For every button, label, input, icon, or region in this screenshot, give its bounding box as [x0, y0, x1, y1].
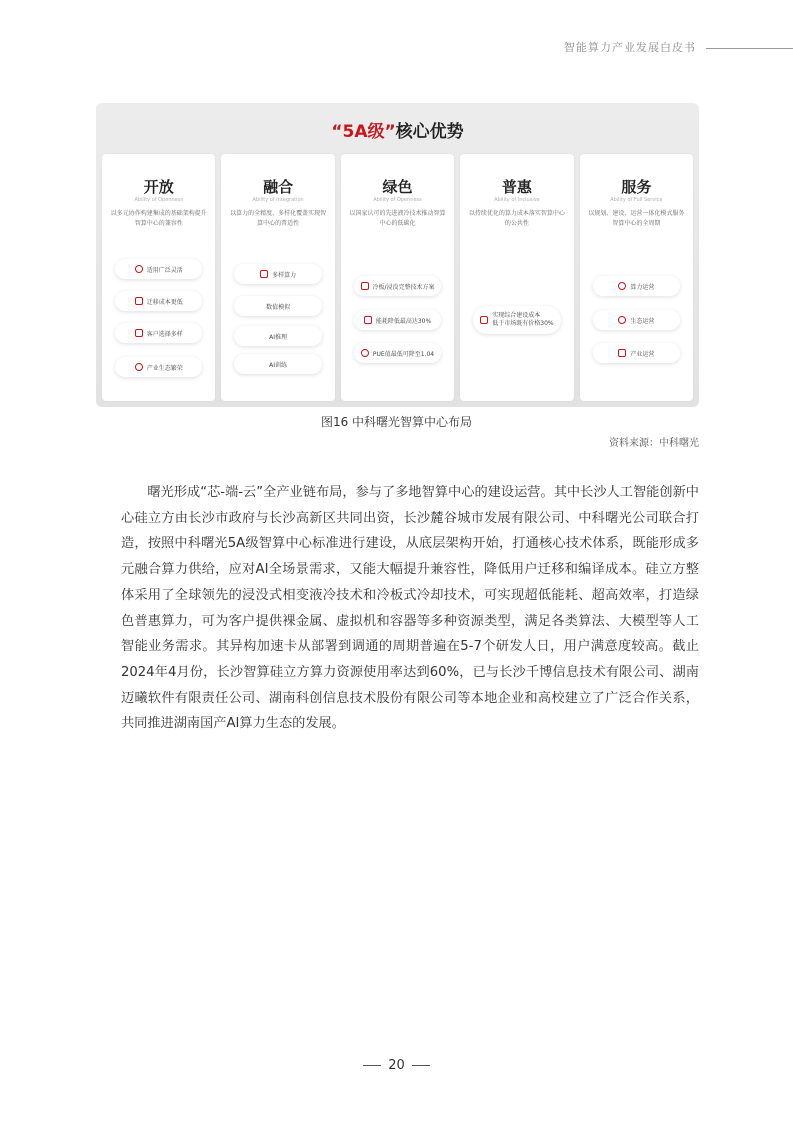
feature-label: 生态运营 — [630, 317, 655, 325]
feature-pill — [354, 343, 441, 363]
column-integration — [221, 154, 334, 401]
feature-label: 适用广泛灵活 — [146, 266, 183, 274]
feature-label: AI训练 — [269, 361, 288, 369]
column-title: 普惠 — [501, 178, 532, 196]
lightning-icon — [364, 316, 372, 324]
feature-label: 算力运营 — [630, 283, 655, 291]
feature-pill — [234, 264, 321, 284]
column-service — [580, 154, 693, 401]
figure-caption: 图16 中科曙光智算中心布局 — [320, 415, 473, 429]
transfer-icon — [135, 297, 143, 305]
feature-label: 多样算力 — [272, 271, 297, 279]
column-title: 服务 — [621, 178, 652, 196]
header-rule — [706, 48, 793, 49]
column-title: 绿色 — [382, 178, 413, 196]
column-inclusive — [460, 154, 573, 401]
figure-5a-advantages — [96, 103, 699, 407]
warning-triangle-icon — [135, 329, 143, 337]
feature-label: 产业生态繁荣 — [146, 364, 183, 372]
leaf-icon — [618, 316, 626, 324]
column-description: 以国家认可的先进液冷技术推动智算中心的低碳化 — [349, 210, 446, 227]
column-subtitle-en: Ability of Full Service — [610, 197, 663, 203]
feature-pill — [115, 323, 202, 343]
column-title: 开放 — [143, 178, 174, 196]
feature-pill — [473, 306, 560, 334]
feature-label: AI推理 — [269, 333, 288, 341]
page-number-rule-right — [412, 1065, 430, 1066]
gear-icon — [135, 265, 143, 273]
column-openness — [102, 154, 215, 401]
column-title: 融合 — [263, 178, 294, 196]
page-header — [520, 39, 793, 57]
column-description: 以持续优化的算力成本落实智算中心的公共性 — [468, 210, 565, 227]
feature-pill — [234, 326, 321, 346]
figure-title-accent: “5A级” — [331, 122, 396, 142]
feature-pill — [115, 357, 202, 377]
advantage-columns — [102, 154, 693, 401]
page-number-rule-left — [363, 1065, 381, 1066]
feature-pill — [593, 310, 680, 330]
price-icon — [480, 316, 488, 324]
feature-label: 冷板/浸没完整技术方案 — [372, 283, 435, 291]
layers-icon — [260, 270, 268, 278]
column-subtitle-en: Ability of Inclusive — [494, 197, 540, 203]
feature-pill — [115, 291, 202, 311]
column-description: 以多元协作构建集成的基础架构提升智算中心的兼容性 — [110, 210, 207, 227]
feature-label: PUE值最低可降至1.04 — [372, 350, 435, 358]
figure-source: 资料来源：中科曙光 — [609, 438, 699, 449]
column-subtitle-en: Ability of Openness — [134, 197, 183, 203]
gauge-icon — [361, 349, 369, 357]
cooling-icon — [361, 282, 369, 290]
feature-label-line: 低于市场既有价格30% — [492, 320, 554, 327]
column-subtitle-en: Ability of Openness — [373, 197, 422, 203]
page-number-text: 20 — [388, 1058, 405, 1073]
chip-icon — [618, 282, 626, 290]
feature-label: 能耗降低最高达30% — [375, 317, 432, 325]
network-icon — [135, 363, 143, 371]
feature-label: 产业运营 — [630, 350, 655, 358]
column-description: 以算力的全精度、多样化覆盖实现智算中心的普适性 — [230, 210, 327, 227]
figure-title-rest: 核心优势 — [395, 122, 464, 142]
feature-pill — [354, 276, 441, 296]
feature-pill — [115, 259, 202, 279]
feature-pill — [593, 276, 680, 296]
building-icon — [618, 349, 626, 357]
feature-pill — [234, 354, 321, 374]
column-subtitle-en: Ability of Integration — [252, 197, 304, 203]
figure-title — [96, 117, 699, 142]
body-paragraph: 曙光形成“芯-端-云”全产业链布局，参与了多地智算中心的建设运营。其中长沙人工智能创新中心硅立方由长沙市政府与长沙高新区共同出资，长沙麓谷城市发展有限公司、中科曙光公司联合打造，按照中科曙光5A级智算中心标准进行建设，从底层架构开始，打通核心技术体系，既能形成多元融合算力供给，应对AI全场景需求，又能大幅提升兼容性，降低用户迁移和编译成本。硅立方整体采用了全球领先的浸没式相变液冷技术和冷板式冷却技术，可实现超低能耗、超高效率，打造绿色普惠算力，可为客户提供裸金属、虚拟机和容器等多种资源类型，满足各类算法、大模型等人工智能业务需求。其异构加速卡从部署到调通的周期普遍在5-7个研发人日，用户满意度较高。截止2024年4月份，长沙智算硅立方算力资源使用率达到60%，已与长沙千博信息技术有限公司、湖南迈曦软件有限责任公司、湖南科创信息技术股份有限公司等本地企业和高校建立了广泛合作关系，共同推进湖南国产AI算力生态的发展。 — [121, 485, 699, 732]
column-description: 以规划、建设、运营一体化模式服务智算中心的全周期 — [588, 210, 685, 227]
feature-label: 数值模拟 — [266, 303, 291, 311]
feature-pill — [593, 343, 680, 363]
feature-pill — [234, 296, 321, 316]
feature-pill — [354, 310, 441, 330]
column-green — [341, 154, 454, 401]
feature-label — [492, 312, 553, 328]
page-number — [0, 1058, 793, 1073]
feature-label: 迁移成本更低 — [146, 298, 183, 306]
feature-label-line: 实现综合建设成本 — [492, 312, 541, 319]
header-title: 智能算力产业发展白皮书 — [564, 41, 696, 54]
feature-label: 客户选择多样 — [146, 330, 183, 338]
